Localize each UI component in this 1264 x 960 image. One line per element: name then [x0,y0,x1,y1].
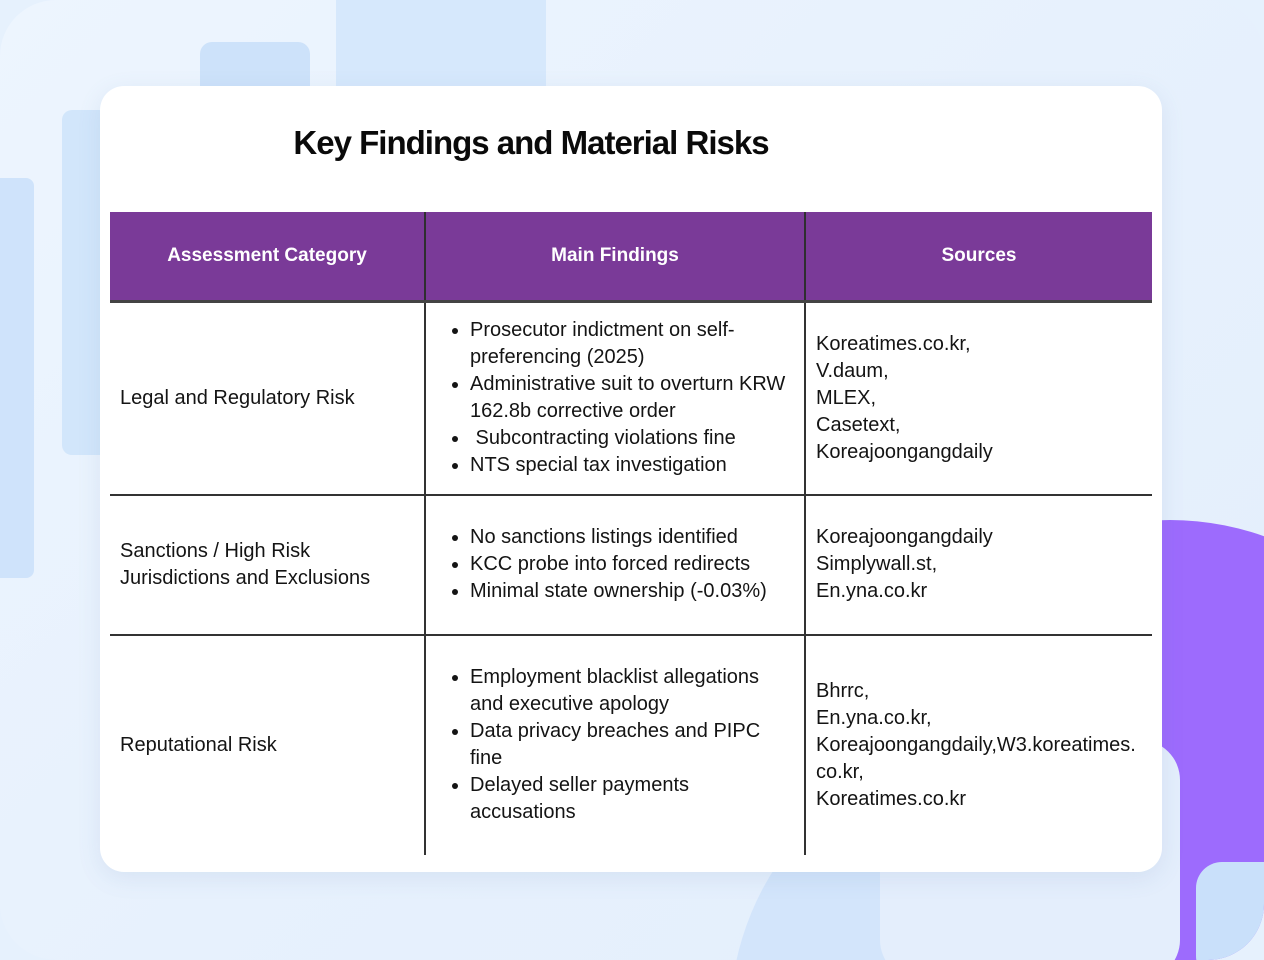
finding-item: • Employment blacklist allegations and executive apology [470,664,794,718]
finding-item: • Subcontracting violations fine [470,425,794,452]
findings-list [436,524,794,605]
finding-item: • Data privacy breaches and PIPC fine [470,718,794,772]
sources-cell: Koreatimes.co.kr, V.daum, MLEX, Casetext, Koreajoongangdaily [805,302,1152,495]
findings-cell [425,495,805,635]
findings-card [100,86,1162,872]
finding-item: • Delayed seller payments accusations [470,772,794,826]
category-cell: Legal and Regulatory Risk [110,302,425,495]
findings-list [436,317,794,479]
sources-cell: Koreajoongangdaily Simplywall.st, En.yna.co.kr [805,495,1152,635]
finding-item: • NTS special tax investigation [470,452,794,479]
table-row [110,495,1152,635]
finding-item: • Prosecutor indictment on self-preferencing (2025) [470,317,794,371]
page-title: Key Findings and Material Risks [293,124,769,161]
table-row [110,635,1152,855]
decor-shape [336,0,546,90]
header-assessment-category: Assessment Category [110,212,425,302]
table-row [110,302,1152,495]
category-cell: Reputational Risk [120,733,277,756]
table-header-row [110,212,1152,302]
finding-item: • KCC probe into forced redirects [470,551,794,578]
decor-shape [0,178,34,578]
findings-cell [425,302,805,495]
header-sources: Sources [805,212,1152,302]
risk-table [110,212,1152,855]
decor-shape [1196,862,1264,960]
finding-item: • No sanctions listings identified [470,524,794,551]
finding-item: • Administrative suit to overturn KRW 162.8b corrective order [470,371,794,425]
sources-cell: Bhrrc, En.yna.co.kr, Koreajoongangdaily,W3.koreatimes.co.kr, Koreatimes.co.kr [805,635,1152,855]
finding-item: • Minimal state ownership (-0.03%) [470,578,794,605]
header-main-findings: Main Findings [425,212,805,302]
findings-list [436,664,794,826]
category-cell: Sanctions / High Risk Jurisdictions and Exclusions [110,495,425,635]
findings-cell [425,635,805,855]
